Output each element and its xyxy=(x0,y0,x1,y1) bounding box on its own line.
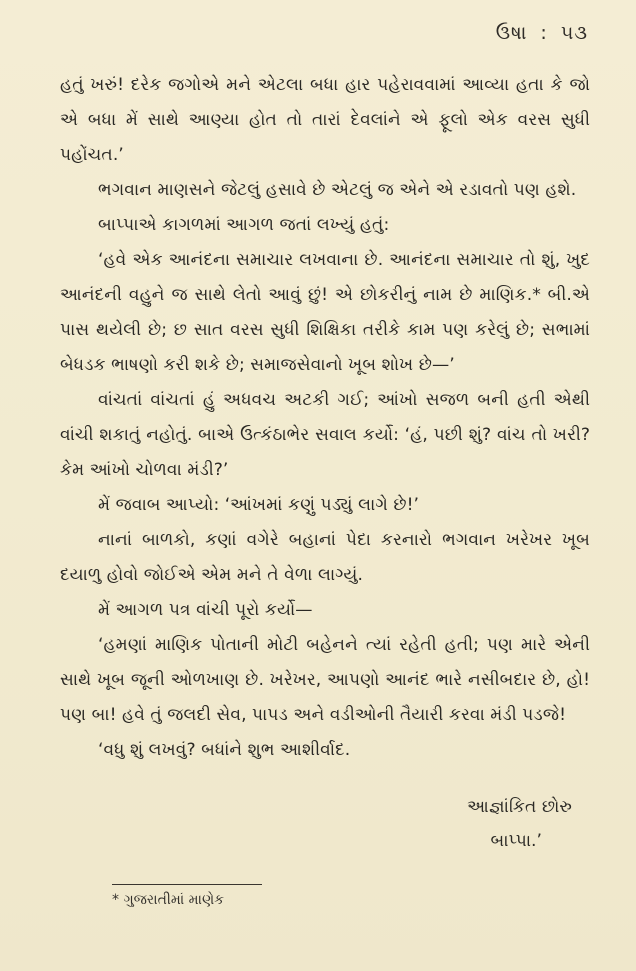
signoff-line-1: આજ્ઞાંકિત છોરુ xyxy=(467,797,572,817)
running-title: ઉષા xyxy=(495,22,528,44)
paragraph-8: મેં આગળ પત્ર વાંચી પૂરો કર્યો— xyxy=(98,600,313,620)
header-separator: : xyxy=(540,22,548,44)
footnote-divider xyxy=(112,884,262,885)
paragraph-3: બાપ્પાએ કાગળમાં આગળ જતાં લખ્યું હતું: xyxy=(98,215,390,235)
paragraph-7: નાનાં બાળકો, કણાં વગેરે બહાનાં પેદા કરનારો ભગવાન ખરેખર ખૂબ દયાળુ હોવો જોઈએ એમ મને તે વેળા લાગ્યું. xyxy=(60,530,590,585)
paragraph-4: ‘હવે એક આનંદના સમાચાર લખવાના છે. આનંદના સમાચાર તો શું, ખુદ આનંદની વહુને જ સાથે લેતો આવું છું! એ છોકરીનું નામ છે માણિક.* બી.એ પાસ થયેલી છે; છ સાત વરસ સુધી શિક્ષિકા તરીકે કામ પણ કરેલું છે; સભામાં બેધડક ભાષણો કરી શકે છે; સમાજસેવાનો ખૂબ શોખ છે—’ xyxy=(60,250,590,375)
paragraph-9: ‘હમણાં માણિક પોતાની મોટી બહેનને ત્યાં રહેતી હતી; પણ મારે એની સાથે ખૂબ જૂની ઓળખાણ છે. ખરેખર, આપણો આનંદ ભારે નસીબદાર છે, હો! પણ બા! હવે તું જલદી સેવ, પાપડ અને વડીઓની તૈયારી કરવા મંડી પડજે! xyxy=(60,635,590,725)
signoff-line-2: બાપ્પા.’ xyxy=(490,831,542,851)
page-number: ૫૩ xyxy=(560,22,588,44)
paragraph-2: ભગવાન માણસને જેટલું હસાવે છે એટલું જ એને એ રડાવતો પણ હશે. xyxy=(98,180,577,200)
paragraph-6: મેં જવાબ આપ્યો: ‘આંખમાં કણું પડ્યું લાગે છે!’ xyxy=(98,495,419,515)
running-header xyxy=(496,22,588,44)
footnote: * ગુજરાતીમાં માણેક xyxy=(112,892,225,908)
paragraph-5: વાંચતાં વાંચતાં હું અધવચ અટકી ગઈ; આંખો સજળ બની હતી એથી વાંચી શકાતું નહોતું. બાએ ઉત્કંઠાભેર સવાલ કર્યો: ‘હં, પછી શું? વાંચ તો ખરી? કેમ આંખો ચોળવા મંડી?’ xyxy=(60,390,590,480)
letter-signoff xyxy=(382,790,582,858)
paragraph-10: ‘વધુ શું લખવું? બધાંને શુભ આશીર્વાદ. xyxy=(98,740,351,760)
body-text xyxy=(60,68,590,768)
paragraph-1: હતું ખરું! દરેક જગોએ મને એટલા બધા હાર પહેરાવવામાં આવ્યા હતા કે જો એ બધા મેં સાથે આણ્યા હોત તો તારાં દેવલાંને એ ફૂલો એક વરસ સુધી પહોંચત.’ xyxy=(60,75,590,165)
